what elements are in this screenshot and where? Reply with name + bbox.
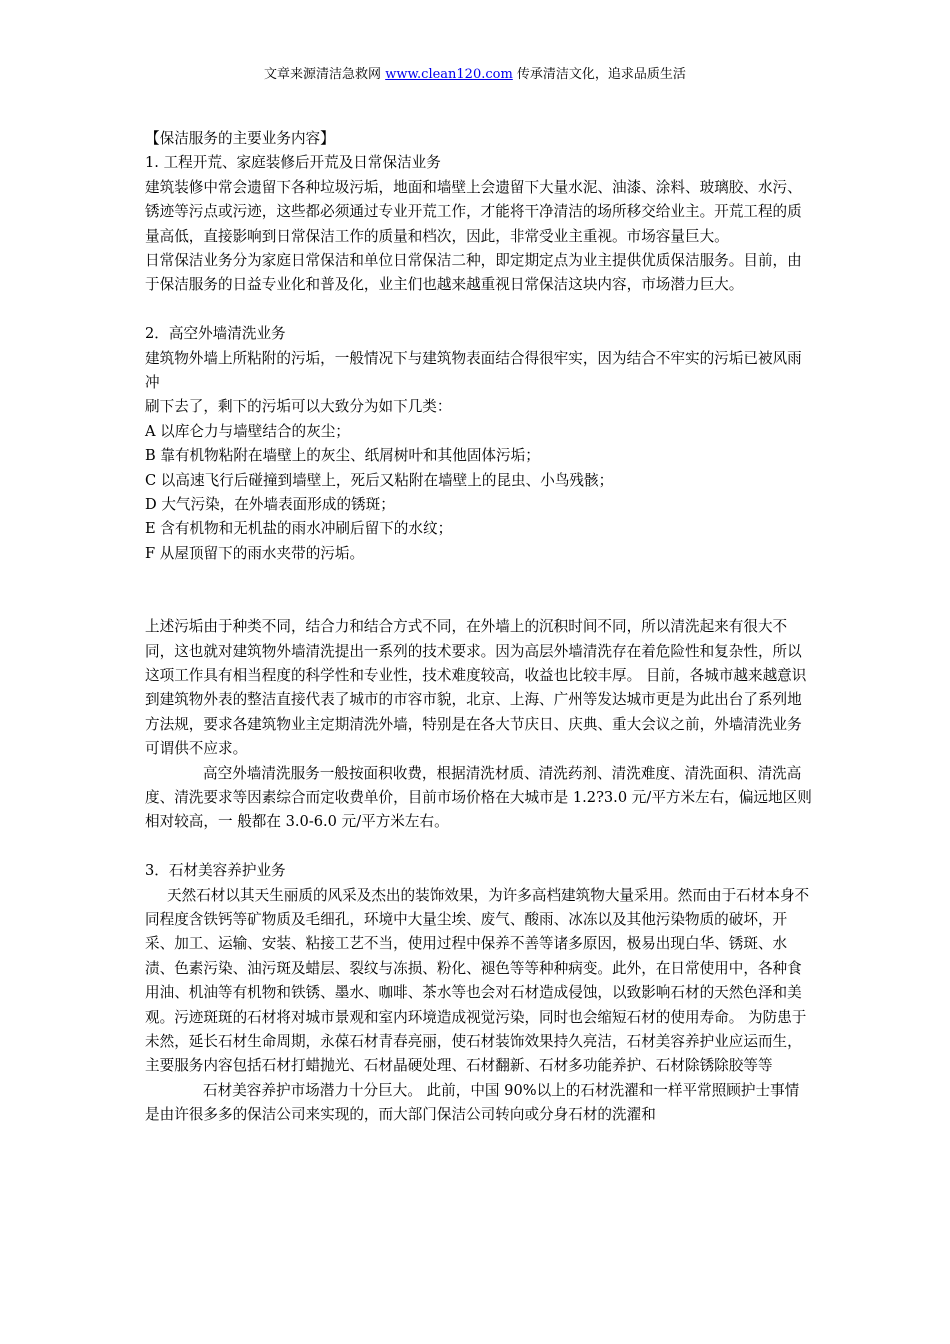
list-item: C 以高速飞行后碰撞到墙壁上，死后又粘附在墙壁上的昆虫、小鸟残骸； [145, 471, 614, 489]
list-item: D 大气污染，在外墙表面形成的锈斑； [145, 496, 395, 514]
section-2-paragraph-3: 上述污垢由于种类不同，结合力和结合方式不同，在外墙上的沉积时间不同，所以清洗起来有很大不同，这也就对建筑物外墙清洗提出一系列的技术要求。因为高层外墙清洗存在着危险性和复杂性，所以这项工作具有相当程度的科学性和专业性，技术难度较高，收益也比较丰厚。 目前，各城市越来越意识到建筑物外表的整洁直接代表了城市的市容市貌，北京、上海、广州等发达城市更是为此出台了系列地方法规，要求各建筑物业主定期清洗外墙，特别是在各大节庆日、庆典、重大会议之前，外墙清洗业务可谓供不应求。 [145, 618, 807, 758]
section-3-paragraph-2: 石材美容养护市场潜力十分巨大。 此前，中国 90%以上的石材洗濯和一样平常照顾护士事情是由许很多多的保洁公司来实现的，而大部门保洁公司转向或分身石材的洗濯和 [145, 1081, 800, 1124]
spacer [145, 298, 813, 322]
header-suffix: 传承清洁文化，追求品质生活 [512, 67, 686, 82]
section-2-paragraph-2: 刷下去了，剩下的污垢可以大致分为如下几类： [145, 398, 452, 416]
header-link[interactable]: www.clean120.com [385, 67, 513, 82]
section-1-paragraph-1: 建筑装修中常会遗留下各种垃圾污垢，地面和墙壁上会遗留下大量水泥、油漆、涂料、玻璃胶、水污、锈迹等污点或污迹，这些都必须通过专业开荒工作，才能将干净清洁的场所移交给业主。开荒工程的质量高低，直接影响到日常保洁工作的质量和档次，因此，非常受业主重视。市场容量巨大。 [145, 178, 802, 245]
doc-title: 【保洁服务的主要业务内容】 [145, 130, 335, 147]
document-body [145, 127, 813, 1128]
page-header [0, 67, 950, 83]
header-prefix: 文章来源清洁急救网 [264, 67, 386, 82]
section-1-heading: 1. 工程开荒、家庭装修后开荒及日常保洁业务 [145, 154, 441, 172]
list-item: A 以库仑力与墙壁结合的灰尘； [145, 422, 350, 440]
list-item: F 从屋顶留下的雨水夹带的污垢。 [145, 544, 365, 562]
section-1-paragraph-2: 日常保洁业务分为家庭日常保洁和单位日常保洁二种，即定期定点为业主提供优质保洁服务。目前，由于保洁服务的日益专业化和普及化，业主们也越来越重视日常保洁这块内容，市场潜力巨大。 [145, 252, 802, 294]
section-3-paragraph-1: 天然石材以其天生丽质的风采及杰出的装饰效果，为许多高档建筑物大量采用。然而由于石材本身不同程度含铁钙等矿物质及毛细孔，环境中大量尘埃、废气、酸雨、冰冻以及其他污染物质的破坏，开采、加工、运输、安装、粘接工艺不当，使用过程中保养不善等诸多原因，极易出现白华、锈斑、水渍、色素污染、油污斑及蜡层、裂纹与冻损、粉化、褪色等等种种病变。此外，在日常使用中，各种食用油、机油等有机物和铁锈、墨水、咖啡、茶水等也会对石材造成侵蚀，以致影响石材的天然色泽和美观。污迹斑斑的石材将对城市景观和室内环境造成视觉污染，同时也会缩短石材的使用寿命。 为防患于未然，延长石材生命周期，永葆石材青春亮丽，使石材装饰效果持久亮洁，石材美容养护业应运而生，主要服务内容包括石材打蜡抛光、石材晶硬处理、石材翻新、石材多功能养护、石材除锈除胶等等 [145, 886, 810, 1075]
section-2-paragraph-1: 建筑物外墙上所粘附的污垢，一般情况下与建筑物表面结合得很牢实，因为结合不牢实的污垢已被风雨冲 [145, 349, 802, 392]
section-2-paragraph-4: 高空外墙清洗服务一般按面积收费，根据清洗材质、清洗药剂、清洗难度、清洗面积、清洗高度、清洗要求等因素综合而定收费单价，目前市场价格在大城市是 1.2?3.0 元/平方米左右，偏远地区则相对较高，一 般都在 3.0-6.0 元/平方米左右。 [145, 764, 812, 831]
section-3-heading: 3．石材美容养护业务 [145, 862, 286, 880]
section-2-heading: 2．高空外墙清洗业务 [145, 325, 286, 343]
list-item: E 含有机物和无机盐的雨水冲刷后留下的水纹； [145, 520, 453, 538]
spacer [145, 835, 813, 859]
spacer [145, 566, 813, 615]
list-item: B 靠有机物粘附在墙壁上的灰尘、纸屑树叶和其他固体污垢； [145, 447, 540, 465]
